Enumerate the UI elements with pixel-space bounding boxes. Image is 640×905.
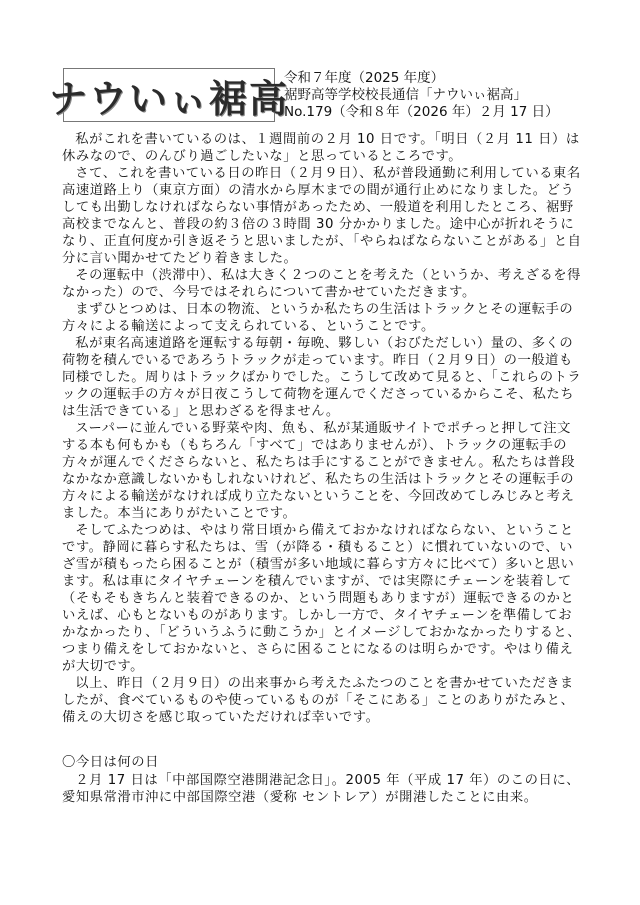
paragraph: その運転中（渋滞中）、私は大きく２つのことを考えた（というか、考えざるを得なかった）ので、今号ではそれらについて書かせていただきます。 [62,268,581,300]
issue-number-line: No.179（令和８年（2026 年）２月 17 日） [284,104,559,120]
newsletter-header-info [284,70,624,121]
fiscal-year-line: 令和７年度（2025 年度） [284,70,445,86]
paragraph: 私が東名高速道路を運転する毎朝・毎晩、夥しい（おびただしい）量の、多くの荷物を積んでいるであろうトラックが走っています。昨日（２月９日）の一般道も同様でした。周りはトラックばかりでした。こうして改めて見ると、「これらのトラックの運転手の方々が日夜こうして荷物を運んでくださっているからこそ、私たちは生活できている」と思わざるを得ません。 [62,336,582,419]
logo-box [49,68,290,122]
section-text: ２月 17 日は「中部国際空港開港記念日」。2005 年（平成 17 年）のこの日に、愛知県常滑市沖に中部国際空港（愛称 セントレア）が開港したことに由来。 [62,772,581,805]
paragraph: そしてふたつめは、やはり常日頃から備えておかなければならない、ということです。静岡に暮らす私たちは、雪（が降る・積もること）に慣れていないので、いざ雪が積もったら困ることが（積雪が多い地域に暮らす方々に比べて）多いと思います。私は車にタイヤチェーンを積んでいますが、では実際にチェーンを装着して（そもそもきちんと装着できるのか、という問題もありますが）運転できるのかといえば、心もとないものがあります。しかし一方で、タイヤチェーンを準備しておかなかったり、「どういうふうに動こうか」とイメージしておかなかったりすると、つまり備えをしておかないと、さらに困ることになるのは明らかです。やはり備えが大切です。 [62,523,582,674]
today-in-history-section [62,754,582,807]
newsletter-logo: ナウいぃ裾高 [49,76,290,121]
article-body [62,131,582,726]
paragraph: 以上、昨日（２月９日）の出来事から考えたふたつのことを書かせていただきましたが、食べているものや使っているものが「そこにある」ことのありがたみと、備えの大切さを感じ取っていただければ幸いです。 [62,676,575,725]
newsletter-name-line: 裾野高等学校校長通信「ナウいぃ裾高」 [284,87,527,103]
paragraph: まずひとつめは、日本の物流、というか私たちの生活はトラックとその運転手の方々による輸送によって支えられている、ということです。 [62,302,574,334]
paragraph: 私がこれを書いているのは、１週間前の２月 10 日です。「明日（２月 11 日）は休みなので、のんびり過ごしたいな」と思っているところです。 [62,132,580,164]
paragraph: スーパーに並んでいる野菜や肉、魚も、私が某通販サイトでポチっと押して注文する本も何もかも（もちろん「すべて」ではありませんが）、トラックの運転手の方々が運んでくださらないと、私たちは手にすることができません。私たちは普段なかなか意識しないかもしれないけれど、私たちの生活はトラックとその運転手の方々による輸送がなければ成り立たないということを、今回改めてしみじみと考えました。本当にありがたいことです。 [62,421,576,521]
paragraph: さて、これを書いている日の昨日（２月９日）、私が普段通勤に利用している東名高速道路上り（東京方面）の清水から厚木までの間が通行止めになりました。どうしても出勤しなければならない事情があったため、一般道を利用したところ、裾野高校までなんと、普段の約３倍の３時間 30 分かかりました。途中心が折れそうになり、正直何度か引き返そうと思いましたが、「やらねばならないことがある」と自分に言い聞かせてたどり着きました。 [62,166,582,266]
section-heading: 〇今日は何の日 [62,755,159,770]
